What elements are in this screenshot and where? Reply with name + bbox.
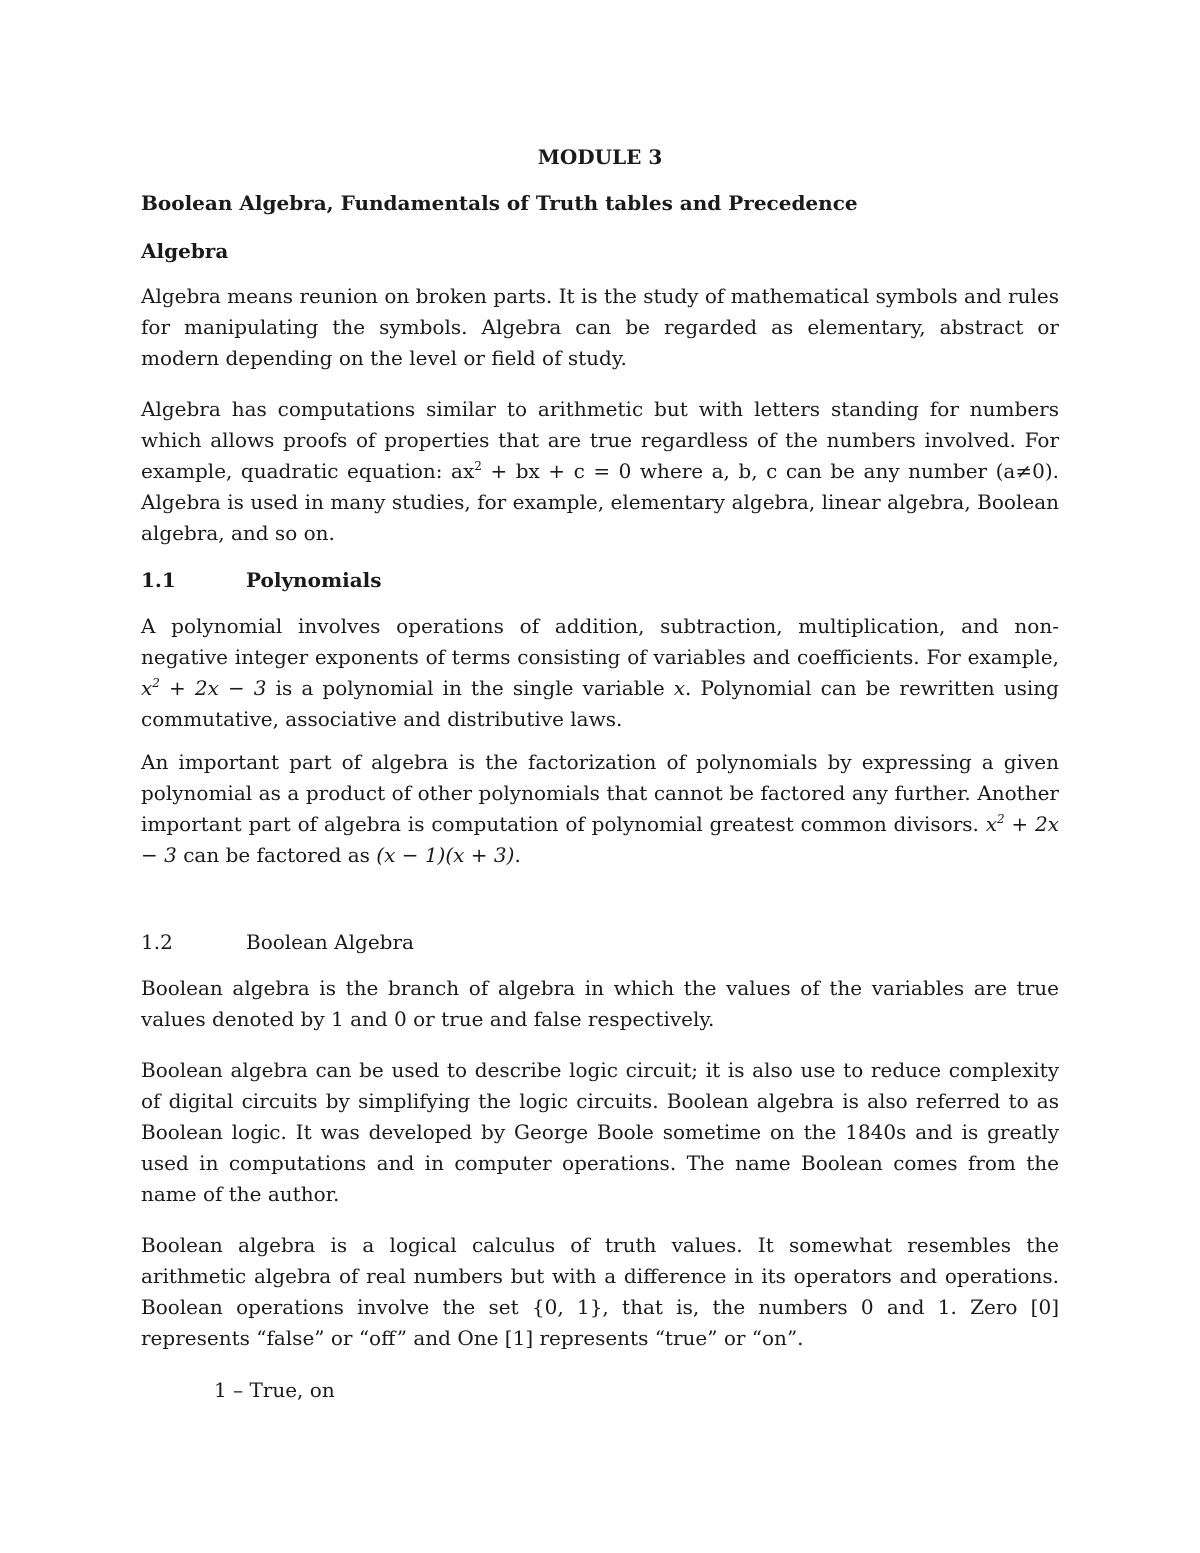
boolean-paragraph-2: Boolean algebra can be used to describe logic circuit; it is also use to reduce complexity of digital circuits by simplifying the logic circuits. Boolean algebra is also referred to as Boolean logic. It was developed by George Boole sometime on the 1840s and is greatly used in computations and in computer operations. The name Boolean comes from the name of the author.	[141, 1058, 1059, 1206]
math-expression	[141, 676, 267, 700]
polynomials-paragraph-1-text-a: A polynomial involves operations of addition, subtraction, multiplication, and non-negative integer exponents of terms consisting of variables and coefficients. For example,	[141, 614, 1059, 669]
section-number: 1.2	[141, 930, 173, 954]
section-1-1-heading	[141, 566, 382, 594]
polynomials-paragraph-2-text-b: can be factored as	[176, 843, 377, 867]
module-title: MODULE 3	[537, 145, 663, 169]
exponent: 2	[152, 676, 160, 690]
exponent: 2	[474, 459, 482, 473]
section-title: Boolean Algebra	[246, 930, 414, 954]
polynomials-paragraph-1-text-b: is a polynomial in the single variable	[266, 676, 674, 700]
section-1-2-heading	[141, 928, 414, 956]
boolean-paragraph-1: Boolean algebra is the branch of algebra in which the values of the variables are true values denoted by 1 and 0 or true and false respectively.	[141, 976, 1059, 1031]
math-variable: x	[985, 812, 997, 836]
algebra-paragraph-2-text-a: Algebra has computations similar to arithmetic but with letters standing for numbers which allows proofs of properties that are true regardless of the numbers involved. For example, quadratic equation: ax	[141, 397, 1059, 483]
polynomials-paragraph-2	[141, 747, 1059, 871]
polynomials-paragraph-1-text-c: . Polynomial can be rewritten using commutative, associative and distributive laws.	[141, 676, 1059, 731]
algebra-paragraph-2	[141, 394, 1059, 549]
algebra-heading: Algebra	[141, 239, 229, 263]
math-variable: x	[673, 676, 686, 700]
algebra-paragraph-1: Algebra means reunion on broken parts. It is the study of mathematical symbols and rules for manipulating the symbols. Algebra can be regarded as elementary, abstract or modern depending on the level or field of study.	[141, 284, 1059, 370]
polynomials-paragraph-2-text-c: .	[514, 843, 521, 867]
polynomials-paragraph-1	[141, 611, 1059, 735]
document-subtitle: Boolean Algebra, Fundamentals of Truth tables and Precedence	[141, 191, 858, 215]
exponent: 2	[996, 812, 1005, 826]
truth-value-list-item: 1 – True, on	[214, 1378, 335, 1402]
math-variable: x	[141, 676, 153, 700]
math-terms: + 2x − 3	[141, 812, 1059, 867]
boolean-paragraph-3: Boolean algebra is a logical calculus of truth values. It somewhat resembles the arithmetic algebra of real numbers but with a difference in its operators and operations. Boolean operations involve the set {0, 1}, that is, the numbers 0 and 1. Zero [0] represents “false” or “off” and One [1] represents “true” or “on”.	[141, 1233, 1059, 1350]
polynomials-paragraph-2-text-a: An important part of algebra is the factorization of polynomials by expressing a given polynomial as a product of other polynomials that cannot be factored any further. Another important part of algebra is computation of polynomial greatest common divisors.	[141, 750, 1059, 836]
math-terms: + 2x − 3	[159, 676, 267, 700]
factored-expression: (x − 1)(x + 3)	[376, 843, 515, 867]
section-number: 1.1	[141, 568, 176, 592]
algebra-paragraph-2-text-b: + bx + c = 0 where a, b, c can be any number (a≠0). Algebra is used in many studies, for example, elementary algebra, linear algebra, Boolean algebra, and so on.	[141, 459, 1059, 545]
section-title: Polynomials	[246, 568, 382, 592]
